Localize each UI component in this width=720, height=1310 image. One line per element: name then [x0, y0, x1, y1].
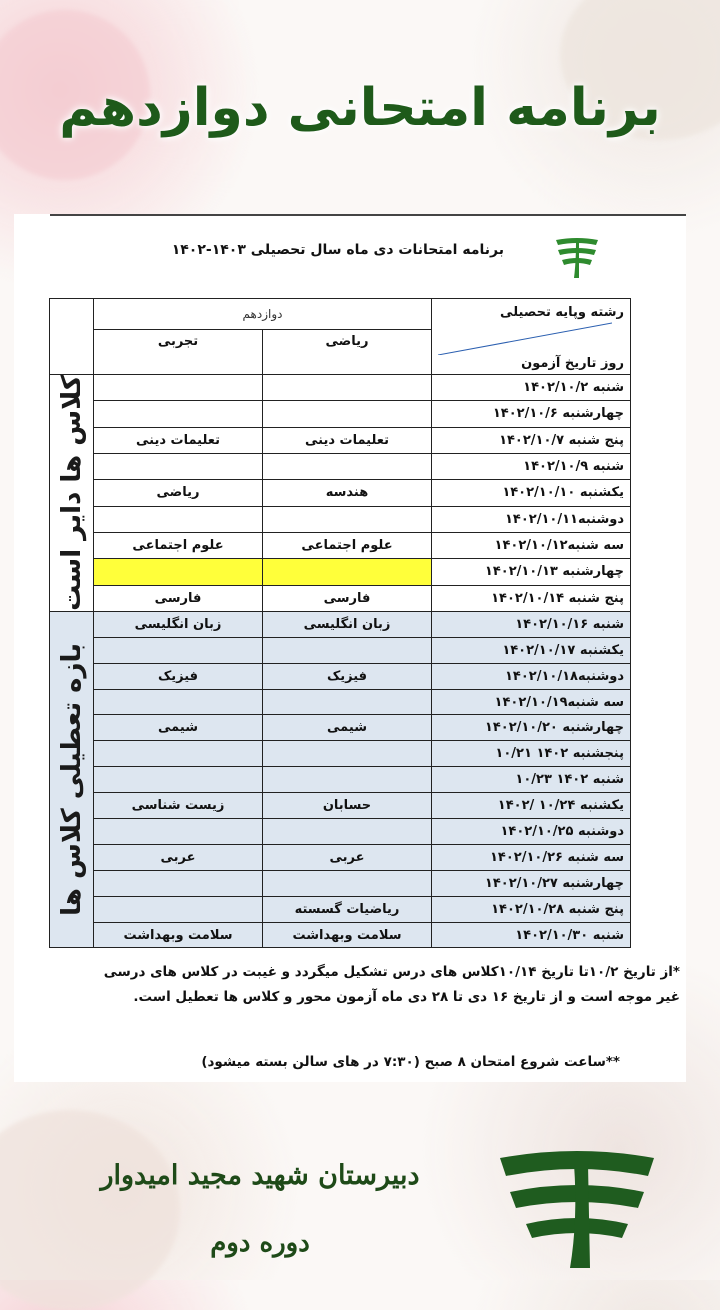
table-row	[50, 532, 631, 558]
date-cell: چهارشنبه ۱۴۰۲/۱۰/۲۰	[432, 715, 631, 741]
corner-bottom-label: روز تاریخ آزمون	[521, 355, 624, 371]
date-cell: دوشنبه۱۴۰۲/۱۰/۱۸	[432, 663, 631, 689]
school-name: دبیرستان شهید مجید امیدوار	[100, 1160, 420, 1191]
riazi-cell	[263, 637, 432, 663]
diagonal-line	[438, 321, 612, 355]
table-row	[50, 585, 631, 611]
riazi-cell	[263, 506, 432, 532]
decor-flower	[0, 1110, 180, 1310]
column-header-riazi: ریاضی	[263, 330, 432, 375]
date-cell: پنجشنبه ۱۴۰۲ ۱۰/۲۱	[432, 741, 631, 767]
date-cell: شنبه ۱۴۰۲/۱۰/۱۶	[432, 611, 631, 637]
tajrobi-cell	[94, 453, 263, 479]
tajrobi-cell	[94, 896, 263, 922]
date-cell: چهارشنبه ۱۴۰۲/۱۰/۲۷	[432, 870, 631, 896]
tajrobi-cell	[94, 741, 263, 767]
tajrobi-cell	[94, 819, 263, 845]
date-cell: شنبه ۱۴۰۲/۱۰/۲	[432, 375, 631, 401]
date-cell: پنج شنبه ۱۴۰۲/۱۰/۷	[432, 427, 631, 453]
column-header-tajrobi: تجربی	[94, 330, 263, 375]
table-row	[50, 401, 631, 427]
table-row	[50, 663, 631, 689]
tajrobi-cell: علوم اجتماعی	[94, 532, 263, 558]
grade-header: دوازدهم	[94, 299, 432, 330]
date-cell: پنج شنبه ۱۴۰۲/۱۰/۱۴	[432, 585, 631, 611]
table-row	[50, 715, 631, 741]
table-row	[50, 793, 631, 819]
side-label-text: کلاس ها دایر است	[56, 375, 87, 611]
table-row	[50, 480, 631, 506]
date-cell: یکشنبه ۱۰/۲۴ /۱۴۰۲	[432, 793, 631, 819]
riazi-cell	[263, 870, 432, 896]
tajrobi-cell	[94, 767, 263, 793]
page-title: برنامه امتحانی دوازدهم	[59, 78, 661, 138]
table-row	[50, 819, 631, 845]
table-row-highlighted	[50, 559, 631, 585]
tajrobi-cell: عربی	[94, 844, 263, 870]
table-row	[50, 611, 631, 637]
tajrobi-cell: تعلیمات دینی	[94, 427, 263, 453]
table-row	[50, 506, 631, 532]
date-cell: دوشنبه۱۴۰۲/۱۰/۱۱	[432, 506, 631, 532]
header-corner-cell	[432, 299, 631, 375]
table-row	[50, 427, 631, 453]
tajrobi-cell: ریاضی	[94, 480, 263, 506]
table-row	[50, 741, 631, 767]
divider	[50, 214, 686, 216]
date-cell: شنبه ۱۴۰۲ ۱۰/۲۳	[432, 767, 631, 793]
tajrobi-cell: فارسی	[94, 585, 263, 611]
table-row	[50, 637, 631, 663]
tajrobi-cell	[94, 375, 263, 401]
date-cell: چهارشنبه ۱۴۰۲/۱۰/۶	[432, 401, 631, 427]
riazi-cell: علوم اجتماعی	[263, 532, 432, 558]
side-label-classes-closed	[50, 611, 94, 948]
table-row	[50, 844, 631, 870]
table-row	[50, 870, 631, 896]
tajrobi-cell	[94, 870, 263, 896]
table-row	[50, 767, 631, 793]
date-cell: دوشنبه ۱۴۰۲/۱۰/۲۵	[432, 819, 631, 845]
riazi-cell	[263, 375, 432, 401]
table-row	[50, 689, 631, 715]
date-cell: یکشنبه ۱۴۰۲/۱۰/۱۰	[432, 480, 631, 506]
tajrobi-cell	[94, 401, 263, 427]
riazi-cell: فارسی	[263, 585, 432, 611]
riazi-cell	[263, 741, 432, 767]
date-cell: سه شنبه۱۴۰۲/۱۰/۱۲	[432, 532, 631, 558]
date-cell: یکشنبه ۱۴۰۲/۱۰/۱۷	[432, 637, 631, 663]
riazi-cell: حسابان	[263, 793, 432, 819]
riazi-cell	[263, 689, 432, 715]
riazi-cell	[263, 453, 432, 479]
table-row	[50, 375, 631, 401]
date-cell: چهارشنبه ۱۴۰۲/۱۰/۱۳	[432, 559, 631, 585]
exam-schedule-document	[14, 214, 686, 1082]
schedule-table	[49, 298, 631, 948]
date-cell: سه شنبه۱۴۰۲/۱۰/۱۹	[432, 689, 631, 715]
riazi-cell: هندسه	[263, 480, 432, 506]
table-row	[50, 896, 631, 922]
tajrobi-cell: سلامت وبهداشت	[94, 922, 263, 948]
riazi-cell	[263, 559, 432, 585]
tajrobi-cell: زبان انگلیسی	[94, 611, 263, 637]
note-attendance: *از تاریخ ۱۰/۲تا تاریخ ۱۰/۱۴کلاس های درس تشکیل میگردد و غیبت در کلاس های درسی غیر موجه است و از تاریخ ۱۶ دی تا ۲۸ دی ماه آزمون محور و کلاس ها تعطیل است.	[103, 964, 680, 1005]
corner-top-label: رشته وپایه تحصیلی	[500, 304, 624, 320]
note-start-time: **ساعت شروع امتحان ۸ صبح (۷:۳۰ در های سالن بسته میشود)	[201, 1054, 620, 1070]
riazi-cell: فیزیک	[263, 663, 432, 689]
riazi-cell	[263, 819, 432, 845]
riazi-cell	[263, 401, 432, 427]
date-cell: سه شنبه ۱۴۰۲/۱۰/۲۶	[432, 844, 631, 870]
side-label-classes-open	[50, 375, 94, 612]
riazi-cell: ریاضیات گسسته	[263, 896, 432, 922]
school-period: دوره دوم	[210, 1228, 310, 1258]
riazi-cell: شیمی	[263, 715, 432, 741]
riazi-cell: سلامت وبهداشت	[263, 922, 432, 948]
tajrobi-cell	[94, 637, 263, 663]
school-logo-icon	[552, 232, 602, 282]
date-cell: شنبه ۱۴۰۲/۱۰/۳۰	[432, 922, 631, 948]
table-row	[50, 453, 631, 479]
riazi-cell	[263, 767, 432, 793]
school-logo-icon	[492, 1140, 662, 1270]
riazi-cell: عربی	[263, 844, 432, 870]
date-cell: شنبه ۱۴۰۲/۱۰/۹	[432, 453, 631, 479]
tajrobi-cell	[94, 689, 263, 715]
tajrobi-cell: فیزیک	[94, 663, 263, 689]
side-header-blank	[50, 299, 94, 375]
document-header: برنامه امتحانات دی ماه سال تحصیلی ۱۴۰۳-۱۴۰۲	[171, 242, 504, 258]
date-cell: پنج شنبه ۱۴۰۲/۱۰/۲۸	[432, 896, 631, 922]
tajrobi-cell: زیست شناسی	[94, 793, 263, 819]
riazi-cell: تعلیمات دینی	[263, 427, 432, 453]
tajrobi-cell	[94, 506, 263, 532]
tajrobi-cell: شیمی	[94, 715, 263, 741]
side-label-text: بازه تعطیلی کلاس ها	[56, 643, 87, 917]
tajrobi-cell	[94, 559, 263, 585]
table-row	[50, 922, 631, 948]
riazi-cell: زبان انگلیسی	[263, 611, 432, 637]
